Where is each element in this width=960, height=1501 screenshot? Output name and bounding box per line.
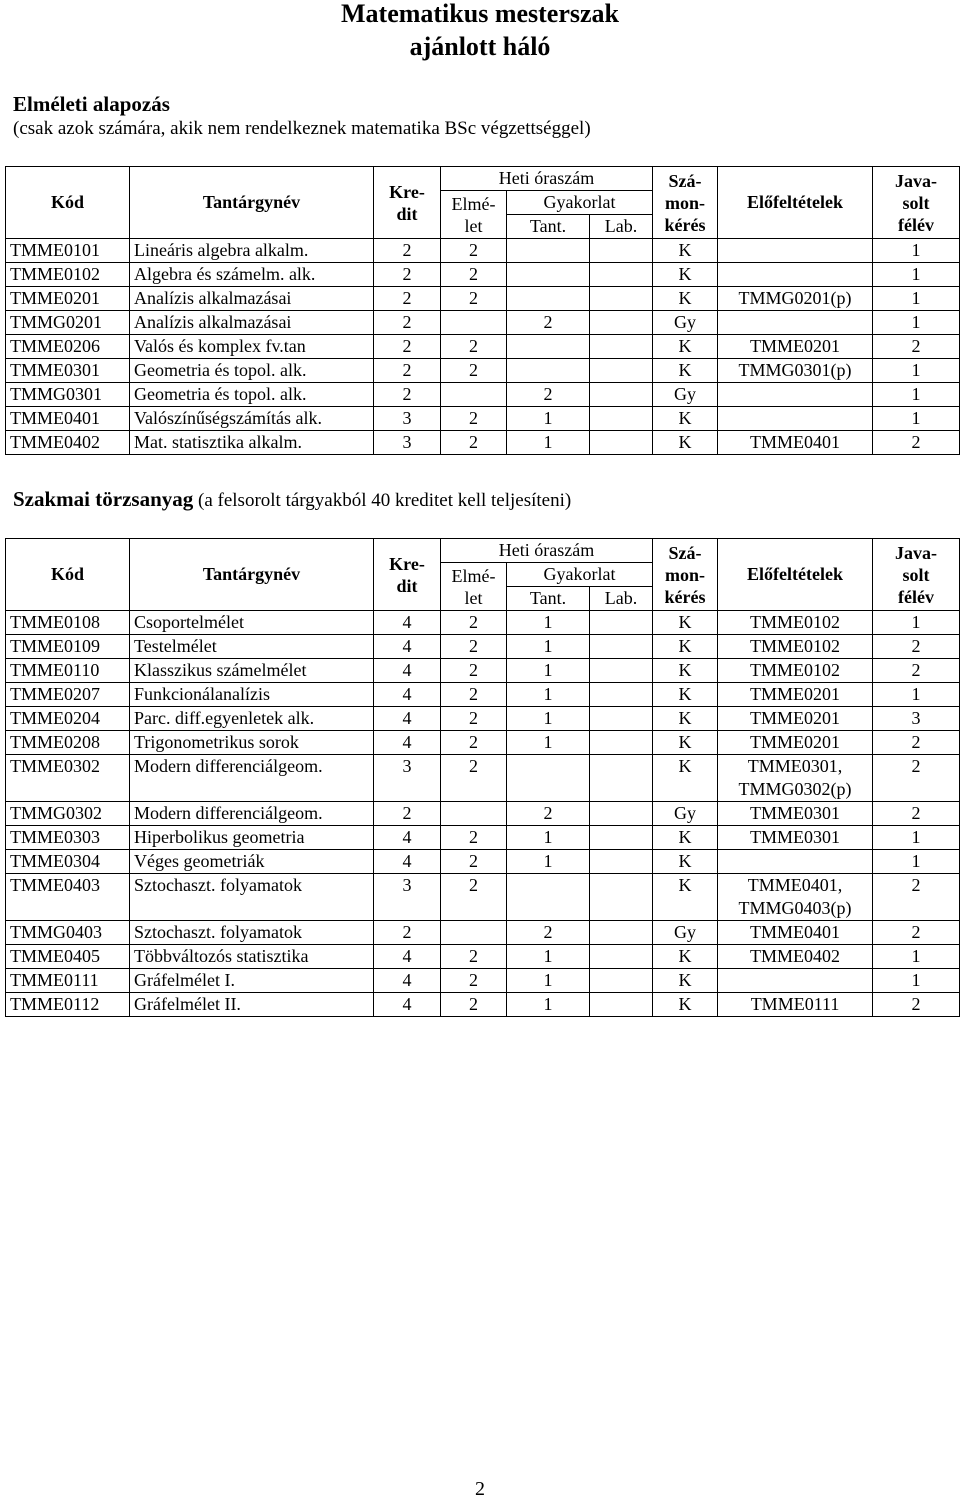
- cell-name: Valószínűségszámítás alk.: [130, 407, 374, 431]
- cell-elmelet: 2: [441, 407, 507, 431]
- cell-elmelet: 2: [441, 335, 507, 359]
- table-row: [6, 311, 960, 335]
- cell-tant: 1: [507, 969, 590, 993]
- cell-tant: 1: [507, 707, 590, 731]
- cell-elofeltetel: [718, 850, 873, 874]
- cell-name: Hiperbolikus geometria: [130, 826, 374, 850]
- cell-kredit: 4: [374, 826, 441, 850]
- cell-szamonkeres: Gy: [653, 383, 718, 407]
- cell-lab: [590, 659, 653, 683]
- cell-tant: [507, 755, 590, 802]
- cell-tant: 1: [507, 431, 590, 455]
- table-row: [6, 383, 960, 407]
- cell-szamonkeres: K: [653, 635, 718, 659]
- cell-elmelet: 2: [441, 850, 507, 874]
- table-szakmai-torzsanyag: [5, 538, 960, 1017]
- section1-subtitle: (csak azok számára, akik nem rendelkeznek matematika BSc végzettséggel): [13, 118, 591, 139]
- cell-name: Parc. diff.egyenletek alk.: [130, 707, 374, 731]
- cell-elmelet: 2: [441, 263, 507, 287]
- cell-name: Algebra és számelm. alk.: [130, 263, 374, 287]
- cell-elofeltetel: TMME0401, TMMG0403(p): [718, 874, 873, 921]
- cell-kredit: 2: [374, 383, 441, 407]
- cell-name: Mat. statisztika alkalm.: [130, 431, 374, 455]
- cell-kredit: 4: [374, 611, 441, 635]
- header-tant: Tant.: [507, 215, 590, 239]
- cell-felev: 3: [873, 707, 960, 731]
- cell-kredit: 3: [374, 407, 441, 431]
- cell-lab: [590, 359, 653, 383]
- header-kod: Kód: [6, 539, 130, 611]
- cell-elmelet: 2: [441, 707, 507, 731]
- cell-name: Geometria és topol. alk.: [130, 383, 374, 407]
- header-kredit: Kre- dit: [374, 539, 441, 611]
- cell-name: Valós és komplex fv.tan: [130, 335, 374, 359]
- header-kredit: Kre- dit: [374, 167, 441, 239]
- cell-szamonkeres: K: [653, 826, 718, 850]
- header-lab: Lab.: [590, 587, 653, 611]
- cell-szamonkeres: Gy: [653, 802, 718, 826]
- cell-felev: 2: [873, 755, 960, 802]
- cell-code: TMME0206: [6, 335, 130, 359]
- cell-code: TMME0102: [6, 263, 130, 287]
- cell-lab: [590, 755, 653, 802]
- table-row: [6, 802, 960, 826]
- header-heti-oraszam: Heti óraszám: [441, 167, 653, 191]
- table-row: [6, 850, 960, 874]
- cell-szamonkeres: K: [653, 993, 718, 1017]
- cell-code: TMME0403: [6, 874, 130, 921]
- cell-elofeltetel: TMMG0201(p): [718, 287, 873, 311]
- cell-code: TMME0111: [6, 969, 130, 993]
- cell-szamonkeres: K: [653, 431, 718, 455]
- cell-szamonkeres: Gy: [653, 311, 718, 335]
- cell-elofeltetel: [718, 969, 873, 993]
- section2-subtitle: (a felsorolt tárgyakból 40 kreditet kell teljesíteni): [198, 490, 572, 511]
- cell-kredit: 4: [374, 850, 441, 874]
- cell-code: TMMG0403: [6, 921, 130, 945]
- cell-tant: 1: [507, 850, 590, 874]
- table-row: [6, 239, 960, 263]
- cell-felev: 2: [873, 635, 960, 659]
- cell-elmelet: 2: [441, 611, 507, 635]
- cell-szamonkeres: K: [653, 659, 718, 683]
- header-tant: Tant.: [507, 587, 590, 611]
- table-elmeleti-alapozas: [5, 166, 960, 455]
- cell-elmelet: 2: [441, 683, 507, 707]
- cell-code: TMME0401: [6, 407, 130, 431]
- cell-felev: 1: [873, 969, 960, 993]
- cell-felev: 1: [873, 850, 960, 874]
- cell-elofeltetel: TMME0102: [718, 611, 873, 635]
- cell-felev: 1: [873, 383, 960, 407]
- table1-body: [6, 239, 960, 455]
- cell-elofeltetel: TMME0201: [718, 731, 873, 755]
- cell-kredit: 2: [374, 921, 441, 945]
- cell-szamonkeres: K: [653, 335, 718, 359]
- title-line-2: ajánlott háló: [409, 32, 551, 61]
- cell-kredit: 2: [374, 263, 441, 287]
- cell-szamonkeres: K: [653, 755, 718, 802]
- cell-elmelet: [441, 802, 507, 826]
- table-row: [6, 826, 960, 850]
- cell-code: TMME0109: [6, 635, 130, 659]
- cell-lab: [590, 383, 653, 407]
- cell-code: TMMG0302: [6, 802, 130, 826]
- cell-elmelet: 2: [441, 945, 507, 969]
- cell-elmelet: 2: [441, 659, 507, 683]
- cell-felev: 1: [873, 826, 960, 850]
- cell-elmelet: 2: [441, 359, 507, 383]
- cell-szamonkeres: K: [653, 611, 718, 635]
- cell-elmelet: 2: [441, 969, 507, 993]
- cell-szamonkeres: K: [653, 263, 718, 287]
- cell-lab: [590, 707, 653, 731]
- cell-tant: 1: [507, 407, 590, 431]
- cell-felev: 1: [873, 359, 960, 383]
- cell-tant: 1: [507, 659, 590, 683]
- cell-felev: 2: [873, 335, 960, 359]
- cell-elofeltetel: [718, 383, 873, 407]
- cell-tant: 1: [507, 683, 590, 707]
- title-line-1: Matematikus mesterszak: [341, 0, 619, 28]
- cell-tant: [507, 359, 590, 383]
- cell-elmelet: 2: [441, 635, 507, 659]
- cell-tant: 2: [507, 802, 590, 826]
- header-lab: Lab.: [590, 215, 653, 239]
- cell-kredit: 2: [374, 239, 441, 263]
- table-row: [6, 635, 960, 659]
- cell-felev: 1: [873, 239, 960, 263]
- cell-lab: [590, 407, 653, 431]
- table-row: [6, 335, 960, 359]
- table-row: [6, 287, 960, 311]
- header-elofeltetelek: Előfeltételek: [718, 539, 873, 611]
- cell-elofeltetel: TMME0201: [718, 335, 873, 359]
- cell-kredit: 3: [374, 874, 441, 921]
- cell-elmelet: 2: [441, 755, 507, 802]
- cell-code: TMME0112: [6, 993, 130, 1017]
- cell-elofeltetel: TMME0201: [718, 707, 873, 731]
- cell-elmelet: [441, 383, 507, 407]
- cell-lab: [590, 311, 653, 335]
- header-szamonkeres: Szá- mon- kérés: [653, 167, 718, 239]
- cell-lab: [590, 921, 653, 945]
- header-tantargynev: Tantárgynév: [130, 167, 374, 239]
- cell-elofeltetel: TMME0402: [718, 945, 873, 969]
- page-number: 2: [475, 1478, 485, 1500]
- cell-kredit: 3: [374, 755, 441, 802]
- cell-lab: [590, 731, 653, 755]
- table-row: [6, 683, 960, 707]
- cell-szamonkeres: K: [653, 945, 718, 969]
- cell-elofeltetel: TMME0301: [718, 802, 873, 826]
- cell-elofeltetel: TMMG0301(p): [718, 359, 873, 383]
- cell-name: Modern differenciálgeom.: [130, 755, 374, 802]
- cell-name: Gráfelmélet I.: [130, 969, 374, 993]
- table-row: [6, 755, 960, 802]
- cell-kredit: 4: [374, 683, 441, 707]
- cell-felev: 2: [873, 874, 960, 921]
- table-row: [6, 359, 960, 383]
- cell-kredit: 4: [374, 635, 441, 659]
- section2-title: Szakmai törzsanyag: [13, 487, 194, 511]
- cell-tant: 1: [507, 731, 590, 755]
- cell-felev: 2: [873, 802, 960, 826]
- cell-code: TMME0108: [6, 611, 130, 635]
- cell-tant: 1: [507, 945, 590, 969]
- cell-lab: [590, 826, 653, 850]
- cell-code: TMME0110: [6, 659, 130, 683]
- cell-name: Modern differenciálgeom.: [130, 802, 374, 826]
- cell-lab: [590, 850, 653, 874]
- cell-tant: 1: [507, 993, 590, 1017]
- cell-elofeltetel: [718, 263, 873, 287]
- cell-tant: 2: [507, 311, 590, 335]
- cell-szamonkeres: K: [653, 359, 718, 383]
- cell-name: Csoportelmélet: [130, 611, 374, 635]
- cell-szamonkeres: K: [653, 707, 718, 731]
- cell-tant: 2: [507, 383, 590, 407]
- cell-code: TMME0204: [6, 707, 130, 731]
- cell-elmelet: 2: [441, 287, 507, 311]
- cell-tant: 1: [507, 611, 590, 635]
- cell-elmelet: 2: [441, 874, 507, 921]
- header-javasolt-felev: Java- solt félév: [873, 539, 960, 611]
- table-row: [6, 407, 960, 431]
- table2-body: [6, 611, 960, 1017]
- cell-lab: [590, 635, 653, 659]
- cell-lab: [590, 683, 653, 707]
- table-row: [6, 945, 960, 969]
- cell-elofeltetel: TMME0401: [718, 431, 873, 455]
- header-kod: Kód: [6, 167, 130, 239]
- cell-elofeltetel: TMME0301: [718, 826, 873, 850]
- cell-kredit: 4: [374, 707, 441, 731]
- cell-felev: 2: [873, 431, 960, 455]
- cell-felev: 2: [873, 993, 960, 1017]
- cell-tant: [507, 287, 590, 311]
- cell-elmelet: 2: [441, 731, 507, 755]
- table-row: [6, 874, 960, 921]
- header-elmelet: Elmé- let: [441, 563, 507, 611]
- cell-felev: 1: [873, 407, 960, 431]
- cell-kredit: 2: [374, 335, 441, 359]
- cell-lab: [590, 993, 653, 1017]
- cell-kredit: 4: [374, 659, 441, 683]
- table-row: [6, 921, 960, 945]
- cell-name: Geometria és topol. alk.: [130, 359, 374, 383]
- cell-elmelet: 2: [441, 239, 507, 263]
- header-gyakorlat: Gyakorlat: [507, 191, 653, 215]
- cell-elmelet: [441, 921, 507, 945]
- cell-lab: [590, 969, 653, 993]
- cell-tant: 1: [507, 635, 590, 659]
- cell-felev: 1: [873, 263, 960, 287]
- cell-code: TMME0303: [6, 826, 130, 850]
- header-tantargynev: Tantárgynév: [130, 539, 374, 611]
- table-header: [6, 167, 960, 239]
- cell-felev: 2: [873, 731, 960, 755]
- cell-felev: 1: [873, 945, 960, 969]
- header-elofeltetelek: Előfeltételek: [718, 167, 873, 239]
- cell-name: Lineáris algebra alkalm.: [130, 239, 374, 263]
- cell-name: Véges geometriák: [130, 850, 374, 874]
- cell-name: Sztochaszt. folyamatok: [130, 921, 374, 945]
- cell-szamonkeres: K: [653, 850, 718, 874]
- cell-szamonkeres: K: [653, 683, 718, 707]
- cell-code: TMME0201: [6, 287, 130, 311]
- cell-lab: [590, 239, 653, 263]
- cell-code: TMME0208: [6, 731, 130, 755]
- cell-kredit: 3: [374, 431, 441, 455]
- cell-elmelet: 2: [441, 826, 507, 850]
- cell-code: TMME0402: [6, 431, 130, 455]
- cell-elmelet: 2: [441, 431, 507, 455]
- cell-lab: [590, 611, 653, 635]
- cell-name: Analízis alkalmazásai: [130, 311, 374, 335]
- header-elmelet: Elmé- let: [441, 191, 507, 239]
- cell-szamonkeres: K: [653, 731, 718, 755]
- cell-code: TMMG0301: [6, 383, 130, 407]
- cell-name: Klasszikus számelmélet: [130, 659, 374, 683]
- cell-szamonkeres: K: [653, 287, 718, 311]
- cell-szamonkeres: K: [653, 239, 718, 263]
- cell-name: Analízis alkalmazásai: [130, 287, 374, 311]
- table-row: [6, 263, 960, 287]
- cell-elofeltetel: [718, 311, 873, 335]
- cell-code: TMME0301: [6, 359, 130, 383]
- cell-felev: 1: [873, 287, 960, 311]
- cell-elofeltetel: TMME0301, TMMG0302(p): [718, 755, 873, 802]
- cell-code: TMME0207: [6, 683, 130, 707]
- cell-kredit: 4: [374, 993, 441, 1017]
- cell-kredit: 4: [374, 945, 441, 969]
- header-gyakorlat: Gyakorlat: [507, 563, 653, 587]
- cell-elmelet: [441, 311, 507, 335]
- table-row: [6, 659, 960, 683]
- cell-tant: [507, 874, 590, 921]
- cell-elofeltetel: [718, 239, 873, 263]
- section2-heading: [13, 486, 571, 514]
- table-row: [6, 431, 960, 455]
- cell-kredit: 2: [374, 359, 441, 383]
- table-header: [6, 539, 960, 611]
- cell-lab: [590, 335, 653, 359]
- cell-code: TMME0405: [6, 945, 130, 969]
- cell-code: TMME0101: [6, 239, 130, 263]
- cell-tant: [507, 335, 590, 359]
- cell-tant: 2: [507, 921, 590, 945]
- header-heti-oraszam: Heti óraszám: [441, 539, 653, 563]
- cell-kredit: 2: [374, 802, 441, 826]
- cell-code: TMME0304: [6, 850, 130, 874]
- table-row: [6, 969, 960, 993]
- cell-lab: [590, 263, 653, 287]
- cell-name: Sztochaszt. folyamatok: [130, 874, 374, 921]
- cell-felev: 1: [873, 311, 960, 335]
- header-javasolt-felev: Java- solt félév: [873, 167, 960, 239]
- cell-name: Gráfelmélet II.: [130, 993, 374, 1017]
- cell-name: Testelmélet: [130, 635, 374, 659]
- cell-elofeltetel: TMME0401: [718, 921, 873, 945]
- table-row: [6, 707, 960, 731]
- cell-elofeltetel: TMME0111: [718, 993, 873, 1017]
- cell-name: Funkcionálanalízis: [130, 683, 374, 707]
- cell-lab: [590, 802, 653, 826]
- page-title: [0, 0, 960, 63]
- cell-szamonkeres: K: [653, 874, 718, 921]
- cell-kredit: 2: [374, 287, 441, 311]
- cell-felev: 2: [873, 659, 960, 683]
- cell-szamonkeres: Gy: [653, 921, 718, 945]
- table-row: [6, 993, 960, 1017]
- table-row: [6, 611, 960, 635]
- cell-code: TMME0302: [6, 755, 130, 802]
- cell-szamonkeres: K: [653, 407, 718, 431]
- cell-code: TMMG0201: [6, 311, 130, 335]
- cell-name: Többváltozós statisztika: [130, 945, 374, 969]
- cell-elofeltetel: TMME0102: [718, 659, 873, 683]
- header-szamonkeres: Szá- mon- kérés: [653, 539, 718, 611]
- cell-kredit: 4: [374, 969, 441, 993]
- cell-lab: [590, 287, 653, 311]
- cell-tant: [507, 239, 590, 263]
- cell-felev: 1: [873, 611, 960, 635]
- cell-szamonkeres: K: [653, 969, 718, 993]
- cell-elofeltetel: [718, 407, 873, 431]
- cell-lab: [590, 431, 653, 455]
- cell-kredit: 2: [374, 311, 441, 335]
- cell-felev: 1: [873, 683, 960, 707]
- table-row: [6, 731, 960, 755]
- cell-lab: [590, 945, 653, 969]
- cell-felev: 2: [873, 921, 960, 945]
- cell-elofeltetel: TMME0201: [718, 683, 873, 707]
- cell-elmelet: 2: [441, 993, 507, 1017]
- cell-lab: [590, 874, 653, 921]
- cell-tant: [507, 263, 590, 287]
- section1-title: Elméleti alapozás: [13, 92, 170, 116]
- cell-tant: 1: [507, 826, 590, 850]
- cell-name: Trigonometrikus sorok: [130, 731, 374, 755]
- cell-kredit: 4: [374, 731, 441, 755]
- cell-elofeltetel: TMME0102: [718, 635, 873, 659]
